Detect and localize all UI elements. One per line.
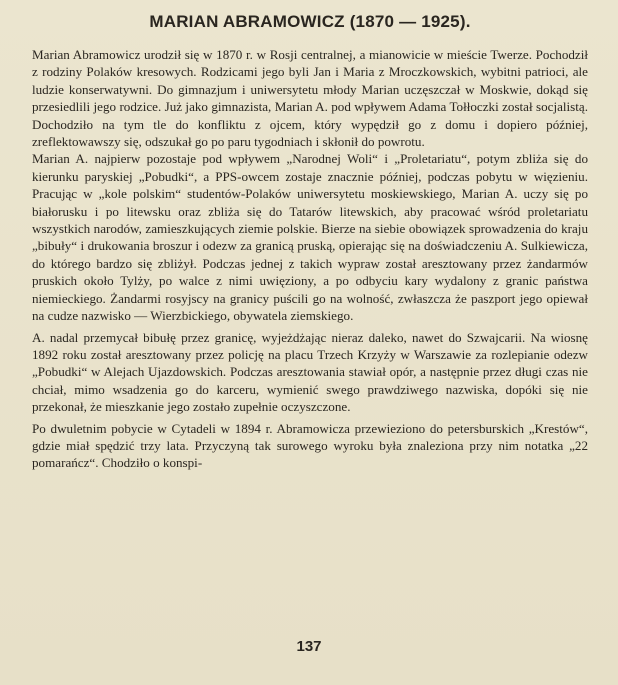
paragraph-3: A. nadal przemycał bibułę przez granicę, wyjeżdżając nieraz daleko, nawet do Szwajcarii. Na wiosnę 1892 roku został aresztowany przez policję na placu Trzech Krzyży w Warszawie za rozlepianie odezw „Pobudki“ w Alejach Ujazdowskich. Podczas aresztowania stawiał opór, a następnie przez długi czas nie chciał, mimo wsadzenia go do karceru, wymienić swego prawdziwego nazwiska, dopóki się nie przekonał, że mieszkanie jego zostało zupełnie oczyszczone. <box>32 329 588 415</box>
paragraph-1: Marian Abramowicz urodził się w 1870 r. w Rosji centralnej, a mianowicie w mieście Twerze. Pochodził z rodziny Polaków kresowych. Rodzicami jego byli Jan i Maria z Mroczkowskich, wybitni patrioci, ale ludzie konserwatywni. Do gimnazjum i uniwersytetu młody Marian uczęszczał w Moskwie, dokąd się przesiedlili jego rodzice. Już jako gimnazista, Marian A. pod wpływem Adama Tołłoczki został socjalistą. Dochodziło na tym tle do konfliktu z ojcem, który wypędził go z domu i dopiero później, zreflektowawszy się, odszukał go po paru tygodniach i skłonił do powrotu. <box>32 47 588 150</box>
page-number: 137 <box>296 638 322 655</box>
article-body <box>32 46 588 472</box>
paragraph-4: Po dwuletnim pobycie w Cytadeli w 1894 r. Abramowicza przewieziono do petersburskich „Krestów“, gdzie miał spędzić trzy lata. Przyczyną tak surowego wyroku była znaleziona przy nim notatka „22 pomarańcz“. Chodziło o konspi- <box>32 420 588 471</box>
page-title: MARIAN ABRAMOWICZ (1870 — 1925). <box>149 12 471 31</box>
paragraph-2: Marian A. najpierw pozostaje pod wpływem „Narodnej Woli“ i „Proletariatu“, potym zbliża się do kierunku paryskiej „Pobudki“, a PPS-owcem zostaje znacznie później, podczas pobytu w więzieniu. Pracując w „kole polskim“ studentów-Polaków uniwersytetu moskiewskiego, Marian A. uczy się po białorusku i po litewsku oraz zbliża się do Tatarów litewskich, aby pracować wśród proletariatu wszystkich narodów, zamieszkujących ziemie polskie. Bierze na siebie obowiązek sprowadzenia do kraju „bibuły“ i drukowania broszur i odezw za granicą pruską, opierając się na doświadczeniu A. Sulkiewicza, do którego bardzo się zbliżył. Podczas jednej z takich wypraw został aresztowany przez żandarmów pruskich około Tylży, po walce z nimi uwięziony, a po odbyciu kary wydalony z granic państwa niemieckiego. Żandarmi rosyjscy na granicy puścili go na wolność, zwłaszcza że paszport jego opiewał na cudze nazwisko — Wierzbickiego, obywatela ziemskiego. <box>32 151 588 324</box>
